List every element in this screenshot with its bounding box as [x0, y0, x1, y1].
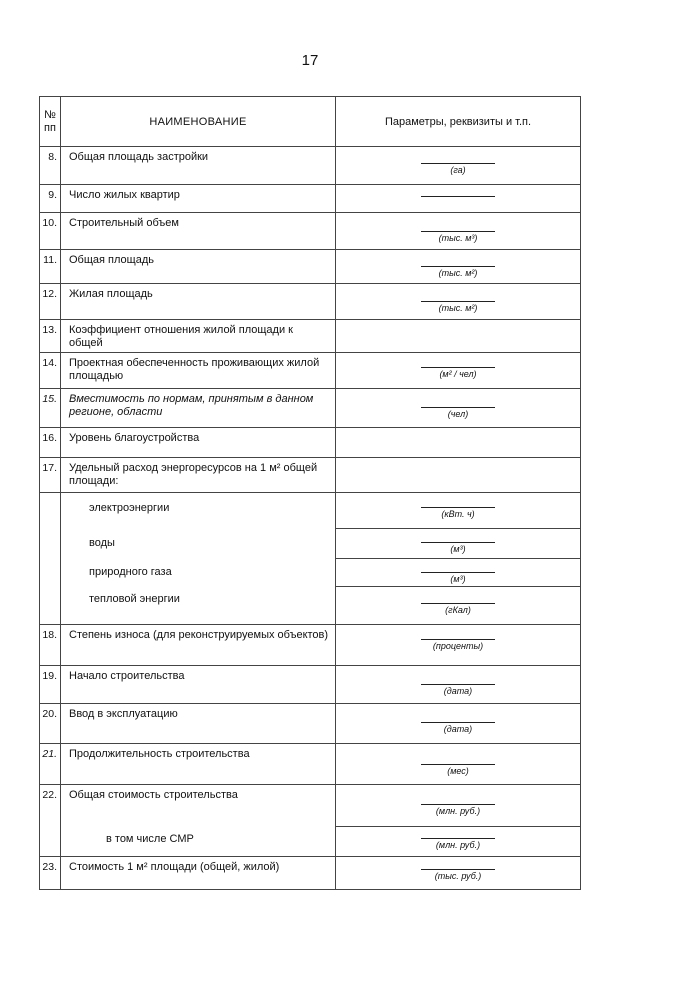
row-param-cell — [336, 625, 581, 666]
table-row — [40, 458, 581, 493]
row-number: 12. — [40, 284, 61, 320]
table-row — [40, 389, 581, 428]
row-unit: (тыс. руб.) — [421, 869, 495, 882]
table-row — [40, 785, 581, 827]
row-name: Общая площадь застройки — [61, 147, 336, 185]
row-unit: (проценты) — [421, 639, 495, 652]
row-number: 13. — [40, 320, 61, 353]
row-name: Степень износа (для реконструируемых объектов) — [61, 625, 336, 666]
row-param-cell — [336, 458, 581, 493]
row-name: Ввод в эксплуатацию — [61, 704, 336, 744]
table-row — [40, 320, 581, 353]
table-row — [40, 185, 581, 213]
row-number — [40, 827, 61, 857]
row-param-cell — [336, 559, 581, 587]
row-name: природного газа — [61, 559, 336, 587]
row-unit: (га) — [421, 163, 495, 176]
row-unit: (кВт. ч) — [421, 507, 495, 520]
row-number: 19. — [40, 666, 61, 704]
header-name: НАИМЕНОВАНИЕ — [61, 97, 336, 147]
row-name: Стоимость 1 м² площади (общей, жилой) — [61, 857, 336, 890]
row-number: 20. — [40, 704, 61, 744]
table-row — [40, 147, 581, 185]
table-row — [40, 284, 581, 320]
table-row — [40, 587, 581, 625]
table-row — [40, 666, 581, 704]
row-unit: (дата) — [421, 722, 495, 735]
row-name: Удельный расход энергоресурсов на 1 м² общей площади: — [61, 458, 336, 493]
row-name: тепловой энергии — [61, 587, 336, 625]
row-number: 16. — [40, 428, 61, 458]
row-unit: (чел) — [421, 407, 495, 420]
row-unit: (дата) — [421, 684, 495, 697]
row-param-cell — [336, 250, 581, 284]
table-row — [40, 250, 581, 284]
row-number — [40, 529, 61, 559]
table-row — [40, 529, 581, 559]
table-row — [40, 704, 581, 744]
row-number: 21. — [40, 744, 61, 785]
table-row — [40, 493, 581, 529]
row-unit — [421, 196, 495, 198]
row-param-cell — [336, 353, 581, 389]
table-row — [40, 428, 581, 458]
row-number: 15. — [40, 389, 61, 428]
page-number: 17 — [301, 52, 319, 69]
row-unit: (гКал) — [421, 603, 495, 616]
row-number — [40, 559, 61, 587]
row-param-cell — [336, 857, 581, 890]
row-number: 22. — [40, 785, 61, 827]
row-number: 17. — [40, 458, 61, 493]
row-param-cell — [336, 704, 581, 744]
header-num: № пп — [40, 97, 61, 147]
row-number: 11. — [40, 250, 61, 284]
row-name: в том числе СМР — [61, 827, 336, 857]
row-param-cell — [336, 213, 581, 250]
row-unit: (млн. руб.) — [421, 804, 495, 817]
row-unit: (м³) — [421, 572, 495, 585]
table-row — [40, 857, 581, 890]
row-number — [40, 493, 61, 529]
form-table — [39, 96, 581, 890]
row-name: воды — [61, 529, 336, 559]
row-param-cell — [336, 827, 581, 857]
row-number: 9. — [40, 185, 61, 213]
row-name: Строительный объем — [61, 213, 336, 250]
row-param-cell — [336, 587, 581, 625]
table-row — [40, 625, 581, 666]
row-name: Вместимость по нормам, принятым в данном регионе, области — [61, 389, 336, 428]
row-param-cell — [336, 529, 581, 559]
row-number: 8. — [40, 147, 61, 185]
row-unit: (мес) — [421, 764, 495, 777]
row-name: Начало строительства — [61, 666, 336, 704]
table-row — [40, 559, 581, 587]
row-name: Уровень благоустройства — [61, 428, 336, 458]
row-number: 14. — [40, 353, 61, 389]
row-name: Продолжительность строительства — [61, 744, 336, 785]
table-row — [40, 744, 581, 785]
row-param-cell — [336, 744, 581, 785]
table-header-row — [40, 97, 581, 147]
row-name: Проектная обеспеченность проживающих жилой площадью — [61, 353, 336, 389]
header-params: Параметры, реквизиты и т.п. — [336, 97, 581, 147]
row-param-cell — [336, 428, 581, 458]
row-param-cell — [336, 284, 581, 320]
table-row — [40, 213, 581, 250]
row-unit: (м³) — [421, 542, 495, 555]
row-unit: (млн. руб.) — [421, 838, 495, 851]
row-unit: (тыс. м²) — [421, 266, 495, 279]
row-name: Общая площадь — [61, 250, 336, 284]
row-number: 18. — [40, 625, 61, 666]
row-name: Общая стоимость строительства — [61, 785, 336, 827]
row-name: электроэнергии — [61, 493, 336, 529]
row-unit: (м² / чел) — [421, 367, 495, 380]
row-param-cell — [336, 785, 581, 827]
row-name: Коэффициент отношения жилой площади к общей — [61, 320, 336, 353]
row-name: Число жилых квартир — [61, 185, 336, 213]
row-param-cell — [336, 389, 581, 428]
table-row — [40, 353, 581, 389]
row-param-cell — [336, 320, 581, 353]
row-name: Жилая площадь — [61, 284, 336, 320]
row-unit: (тыс. м³) — [421, 231, 495, 244]
row-param-cell — [336, 666, 581, 704]
row-param-cell — [336, 185, 581, 213]
row-param-cell — [336, 147, 581, 185]
row-number: 10. — [40, 213, 61, 250]
table-row — [40, 827, 581, 857]
row-number: 23. — [40, 857, 61, 890]
row-number — [40, 587, 61, 625]
row-param-cell — [336, 493, 581, 529]
row-unit: (тыс. м²) — [421, 301, 495, 314]
